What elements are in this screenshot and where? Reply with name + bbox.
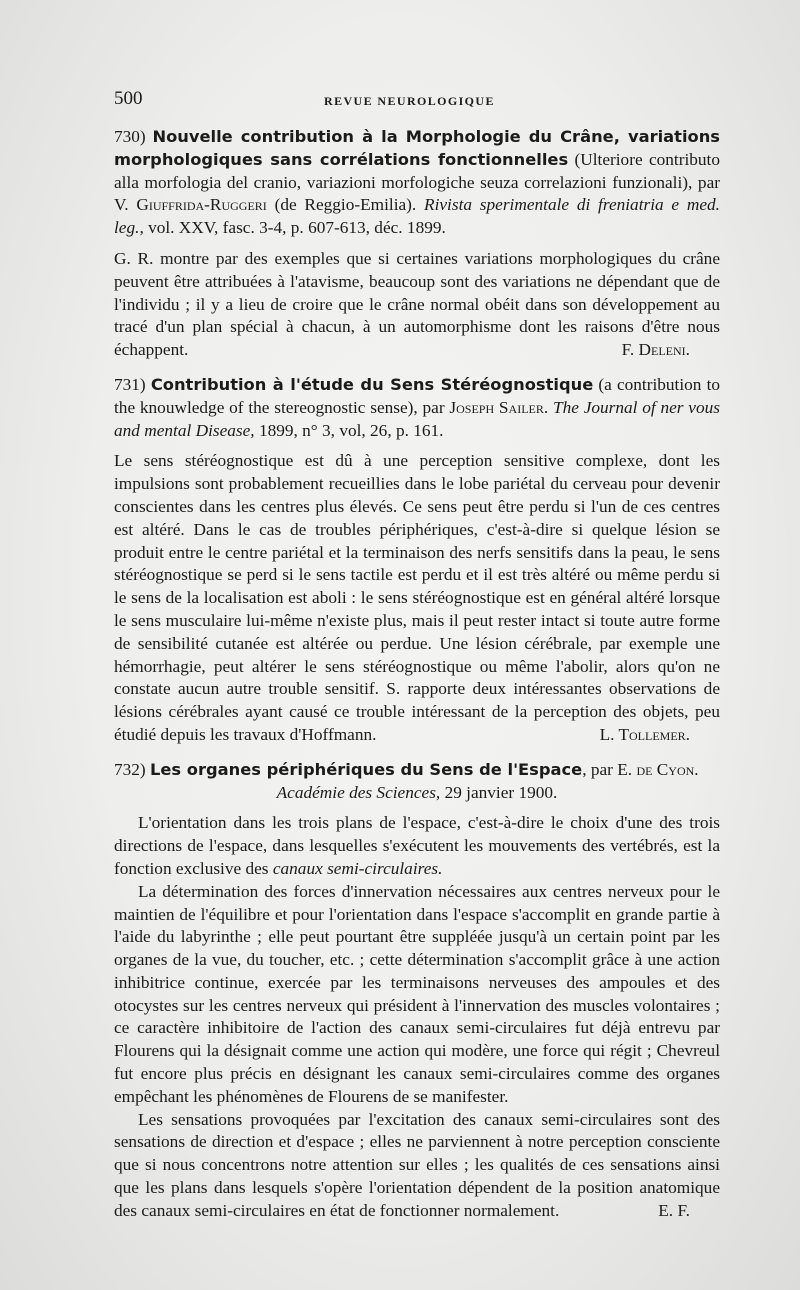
entry-reviewer: E. F. xyxy=(658,1200,690,1220)
entry-citation: 29 janvier 1900. xyxy=(440,782,558,802)
entry-heading xyxy=(114,759,720,805)
entry-730 xyxy=(114,126,720,362)
entry-number: 731) xyxy=(114,374,146,394)
entry-journal: Rivista sperimentale di freniatria e med. leg. xyxy=(114,195,720,238)
entry-subtitle: (a contribution to the knouwledge of the stereognostic sense), par xyxy=(114,374,721,417)
entry-title: Contribution à l'étude du Sens Stéréognostique xyxy=(150,374,594,394)
journal-title: REVUE NEUROLOGIQUE xyxy=(324,94,495,108)
italic-phrase: canaux semi-circulaires. xyxy=(272,858,443,878)
entry-author: Giuffrida-Ruggeri xyxy=(136,195,267,215)
entry-heading xyxy=(114,374,720,442)
page-number: 500 xyxy=(114,88,143,109)
entry-citation: , vol. XXV, fasc. 3-4, p. 607-613, déc. 1899. xyxy=(139,218,446,238)
entry-number: 732) xyxy=(114,759,146,779)
entry-paragraph: Le sens stéréognostique est dû à une perception sensitive complexe, dont les impulsions sont probablement recueillies dans le lobe pariétal du cerveau pour devenir conscientes dans les centres plus élevés. Ce sens peut être perdu si l'un de ces centres est altéré. Dans le cas de troubles périphériques, c'est-à-dire si quelque lésion se produit entre le centre pariétal et la terminaison des nerfs sensitifs dans la peau, le sens stéréognostique se perd si le sens tactile est perdu et il est très altéré ou même perdu si le sens de la localisation est aboli : le sens stéréognostique est en général altéré lorsque le sens musculaire lui-même n'existe plus, mais il peut rester intact si toute autre forme de sensibilité cutanée est altérée ou perdue. Une lésion cérébrale, par exemple une hémorrhagie, peut altérer le sens stéréognostique ou même l'abolir, alors qu'on ne constate aucun autre trouble sensitif. S. rapporte deux intéressantes observations de lésions cérébrales ayant causé ce trouble intéressant de la perception des objets, peu étudié depuis les travaux d'Hoffmann. L. Tollemer. xyxy=(114,450,720,746)
entry-number: 730) xyxy=(114,127,146,146)
entry-reviewer: L. Tollemer. xyxy=(599,724,690,744)
entry-title: Les organes périphériques du Sens de l'Espace xyxy=(150,759,583,779)
entry-paragraph: Les sensations provoquées par l'excitation des canaux semi-circulaires sont des sensations de direction et d'espace ; elles ne parviennent à notre perception consciente que si nous concentrons notre attention sur elles ; les qualités de ces sensations ainsi que les plans dans lesquels s'opère l'orientation dépendent de la position anatomique des canaux semi-circulaires en état de fonctionner normalement. E. F. xyxy=(114,1109,720,1223)
entry-heading xyxy=(114,126,720,240)
entry-author-suffix: (de Reggio-Emilia). xyxy=(274,195,417,215)
entry-author: Joseph Sailer. xyxy=(449,397,549,417)
entry-732 xyxy=(114,759,720,1223)
entry-title: Nouvelle contribution à la Morphologie du Crâne, variations morphologiques sans corrélations fonctionnelles xyxy=(114,127,720,169)
entry-journal: Académie des Sciences, xyxy=(276,782,441,802)
entry-reviewer: F. Deleni. xyxy=(621,340,690,360)
entry-paragraph: L'orientation dans les trois plans de l'espace, c'est-à-dire le choix d'une des trois directions de l'espace, dans lesquelles s'exécutent les mouvements des vertébrés, est la fonction exclusive des canaux semi-circulaires. xyxy=(114,813,720,878)
page-content xyxy=(114,126,720,1223)
entry-subtitle: (Ulteriore contributo alla morfologia del cranio, variazioni morfologiche seuza correlazioni funzionali), par V. xyxy=(114,149,720,215)
entry-source-line xyxy=(114,782,720,805)
entry-citation: 1899, n° 3, vol, 26, p. 161. xyxy=(254,420,444,440)
entry-731 xyxy=(114,374,720,747)
entry-subtitle: , par E. xyxy=(582,759,633,779)
running-head xyxy=(114,88,720,114)
entry-author: de Cyon. xyxy=(636,759,699,779)
entry-journal: The Journal of ner vous and mental Disease, xyxy=(114,397,720,440)
entry-paragraph: G. R. montre par des exemples que si certaines variations morphologiques du crâne peuvent être attribuées à l'atavisme, beaucoup sont des variations ne dépendant que de l'individu ; il y a lieu de croire que le crâne normal obéit dans son développement au tracé d'un plan spécial à chacun, à un automorphisme dont les raisons d'être nous échappent. F. Deleni. xyxy=(114,248,720,362)
entry-paragraph: La détermination des forces d'innervation nécessaires aux centres nerveux pour le maintien de l'équilibre et pour l'orientation dans l'espace s'accomplit en grande partie à l'aide du labyrinthe ; elle peut pourtant être suppléée jusqu'à un certain point par les organes de la vue, du toucher, etc. ; cette détermination s'accomplit grâce à une action inhibitrice continue, exercée par les terminaisons nerveuses des ampoules et des otocystes sur les centres nerveux qui président à l'innervation des muscles volontaires ; ce caractère inhibitoire de l'action des canaux semi-circulaires fut déjà entrevu par Flourens qui la désignait comme une action qui modère, une force qui régit ; Chevreul fut encore plus précis en désignant les canaux semi-circulaires comme des organes empêchant les phénomènes de Flourens de se manifester. xyxy=(114,881,720,1106)
